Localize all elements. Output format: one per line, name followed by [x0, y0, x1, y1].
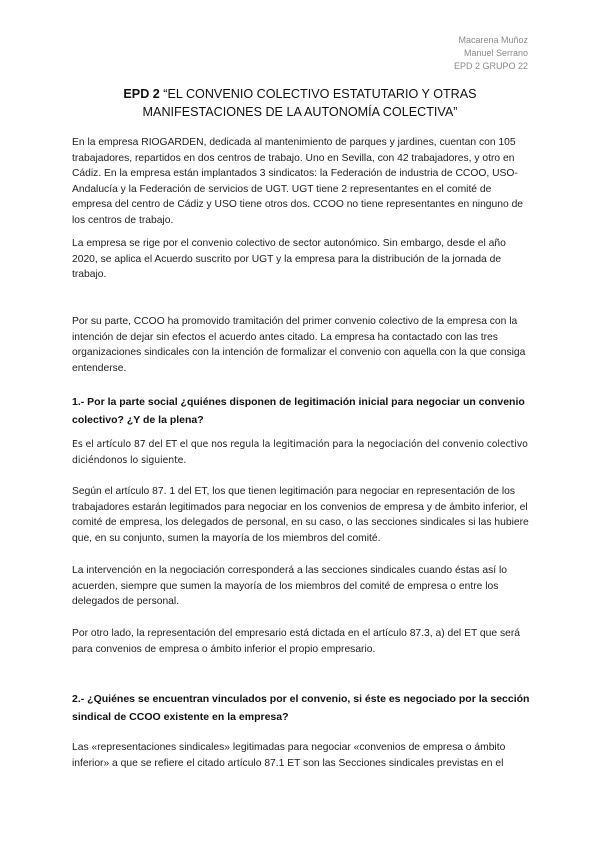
intro-paragraph-1: En la empresa RIOGARDEN, dedicada al mantenimiento de parques y jardines, cuentan con 105 trabajadores, repartidos en dos centros de trabajo. Uno en Sevilla, con 42 trabajadores, y otro en Cádiz. En la empresa están implantados 3 sindicatos: la Federación de industria de CCOO, USO-Andalucía y la Federación de servicios de UGT. UGT tiene 2 representantes en el comité de empresa del centro de Cádiz y USO tiene otros dos. CCOO no tiene representantes en ninguno de los centros de trabajo.	[72, 137, 524, 226]
question-2-heading: 2.- ¿Quiénes se encuentran vinculados por el convenio, si éste es negociado por la sección sindical de CCOO existente en la empresa?	[72, 693, 530, 723]
group-label: EPD 2 GRUPO 22	[453, 61, 528, 71]
title-text: “EL CONVENIO COLECTIVO ESTATUTARIO Y OTRAS MANIFESTACIONES DE LA AUTONOMÍA COLECTIVA”	[142, 87, 477, 119]
answer-2-paragraph-1: Las «representaciones sindicales» legitimadas para negociar «convenios de empresa o ámbito inferior» a que se refiere el citado artículo 87.1 ET son las Secciones sindicales previstas en el	[72, 742, 506, 769]
page-title	[72, 85, 528, 121]
title-prefix: EPD 2	[123, 87, 160, 101]
intro-paragraph-2: La empresa se rige por el convenio colectivo de sector autonómico. Sin embargo, desde el año 2020, se aplica el Acuerdo suscrito por UGT y la empresa para la distribución de la jornada de trabajo.	[72, 238, 506, 281]
question-1-heading: 1.- Por la parte social ¿quiénes disponen de legitimación inicial para negociar un convenio colectivo? ¿Y de la plena?	[72, 396, 525, 426]
answer-1-paragraph-4: Por otro lado, la representación del empresario está dictada en el artículo 87.3, a) del ET que será para convenios de empresa o ámbito inferior el propio empresario.	[72, 628, 520, 655]
author-name: Manuel Serrano	[463, 48, 528, 58]
author-name: Macarena Muñoz	[458, 35, 528, 45]
answer-1-paragraph-3: La intervención en la negociación corresponderá a las secciones sindicales cuando éstas así lo acuerden, siempre que sumen la mayoría de los miembros del comité de empresa o entre los delegados de personal.	[72, 565, 508, 608]
answer-1-paragraph-1: Es el artículo 87 del ET el que nos regula la legitimación para la negociación del convenio colectivo diciéndonos lo siguiente.	[72, 439, 528, 466]
intro-paragraph-3: Por su parte, CCOO ha promovido tramitación del primer convenio colectivo de la empresa con la intención de dejar sin efectos el acuerdo antes citado. La empresa ha contactado con las tres organizaciones sindicales con la intención de formalizar el convenio con aquella con la que consiga entenderse.	[72, 316, 526, 374]
author-block	[454, 34, 528, 73]
answer-1-paragraph-2: Según el artículo 87. 1 del ET, los que tienen legitimación para negociar en representación de los trabajadores estarán legitimados para negociar en los convenios de empresa y de ámbito inferior, el comité de empresa, los delegados de personal, en su caso, o las secciones sindicales si las hubiere que, en su conjunto, sumen la mayoría de los miembros del comité.	[72, 486, 529, 544]
